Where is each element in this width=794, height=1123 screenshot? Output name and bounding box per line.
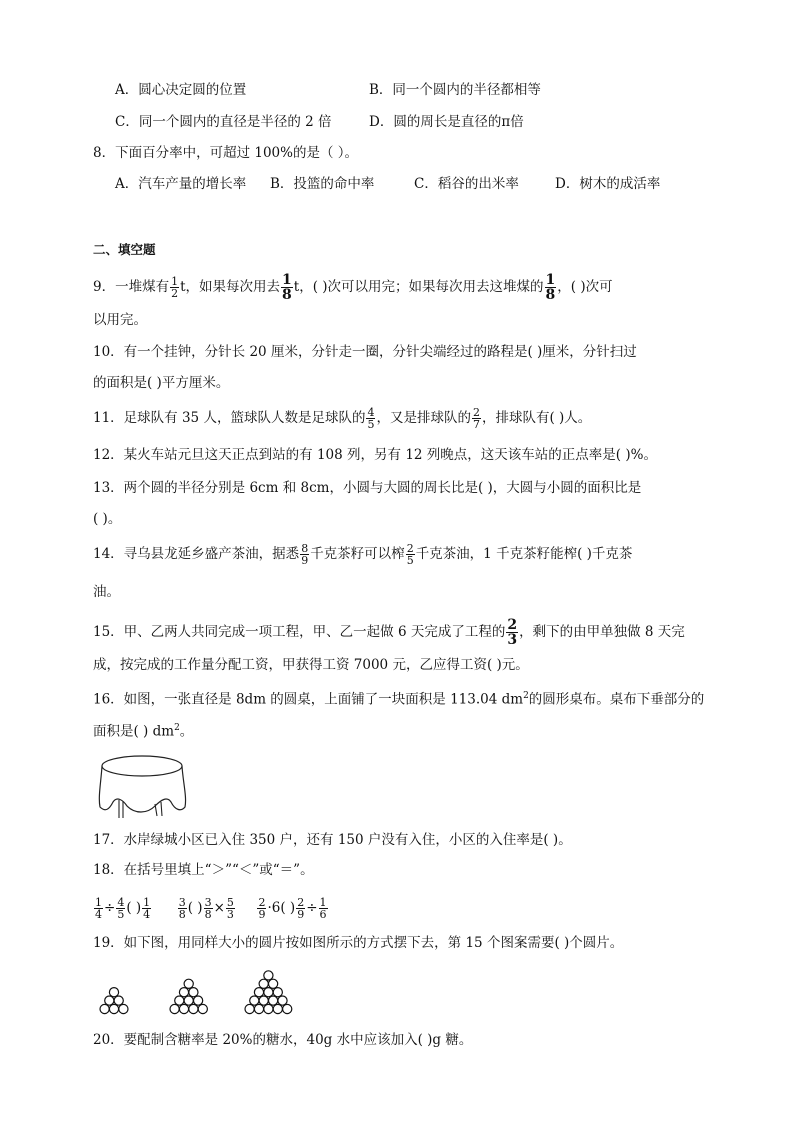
- q16-text-4: 。: [179, 723, 194, 740]
- q16-line2: [93, 718, 193, 742]
- tablecloth-illustration: [95, 752, 190, 822]
- pattern-3-circle: [245, 1004, 254, 1013]
- q18-e3-frac-d: [319, 897, 328, 920]
- q18-e2-c-num: 5: [226, 896, 234, 909]
- q18-e1-frac-a: [94, 897, 103, 920]
- pattern-1-circle: [109, 988, 118, 997]
- q9-f1-num: 1: [171, 275, 179, 288]
- q14-text-3: 千克茶油，1 千克茶籽能榨( )千克茶: [415, 546, 633, 562]
- pattern-1-circle: [114, 996, 123, 1005]
- q12-line: 12．某火车站元旦这天正点到站的有 108 列，另有 12 列晚点，这天该车站的正点率是( )%。: [93, 447, 657, 463]
- circle-pattern-figure: [100, 963, 330, 1023]
- q14-fraction-2: [406, 543, 415, 566]
- q18-e3-d-den: 6: [319, 908, 327, 921]
- q16-line1: [93, 686, 704, 710]
- q18-e1-a-den: 4: [95, 908, 102, 921]
- q18-e3-op: ·: [267, 900, 272, 916]
- q18-e3-d-num: 1: [319, 896, 327, 909]
- q18-e2-op: ×: [213, 900, 225, 916]
- q18-e1-frac-c: [142, 897, 151, 920]
- q11-f1-num: 4: [367, 406, 375, 419]
- q11-f1-den: 5: [367, 418, 375, 431]
- pattern-1-circle: [109, 1004, 118, 1013]
- pattern-2-circle: [170, 1004, 179, 1013]
- q9-text-1: 9．一堆煤有: [93, 279, 170, 295]
- q18-e3-blank: ( ): [280, 900, 296, 916]
- pattern-1-circle: [105, 996, 114, 1005]
- q11-f2-den: 7: [472, 418, 480, 431]
- q15-f1-num: 2: [507, 617, 518, 633]
- pattern-2-circle: [189, 1004, 198, 1013]
- q11-text-2: ，又是排球队的: [376, 410, 471, 426]
- q14-f2-num: 2: [406, 542, 414, 555]
- q16-text-1: 16．如图，一张直径是 8dm 的圆桌，上面铺了一块面积是 113.04 dm: [93, 691, 524, 708]
- q7-option-d: D．圆的周长是直径的π倍: [369, 114, 524, 130]
- q7-option-a: A．圆心决定圆的位置: [115, 82, 247, 98]
- q15-text-2: ，剩下的由甲单独做 8 天完: [519, 624, 685, 640]
- q14-f1-den: 9: [301, 554, 309, 567]
- pattern-3-circle: [273, 1004, 282, 1013]
- pattern-3-circle: [264, 1004, 273, 1013]
- pattern-1-circle: [119, 1004, 128, 1013]
- q9-f2-den: 8: [282, 287, 292, 303]
- pattern-2-circle: [175, 996, 184, 1005]
- q14-fraction-1: [300, 543, 309, 566]
- q9-text-4: ，( )次可: [557, 279, 613, 295]
- q14-f2-den: 5: [406, 554, 414, 567]
- pattern-2-circle: [184, 996, 193, 1005]
- q11-f2-num: 2: [472, 406, 480, 419]
- q16-text-3: 面积是( ) dm: [93, 723, 175, 740]
- pattern-2-circle: [189, 988, 198, 997]
- q9-text-3: t，( )次可以用完；如果每次用去这堆煤的: [293, 279, 544, 295]
- pattern-3-circle: [269, 979, 278, 988]
- q18-e1-b-num: 4: [117, 896, 125, 909]
- q19-line: 19．如下图，用同样大小的圆片按如图所示的方式摆下去，第 15 个图案需要( )个圆片。: [93, 935, 624, 951]
- q9-f2-num: 1: [282, 272, 292, 288]
- q18-e3-c-den: 9: [297, 908, 305, 921]
- pattern-3-circle: [259, 996, 268, 1005]
- q7-option-b: B．同一个圆内的半径都相等: [369, 82, 541, 98]
- q9-f3-den: 8: [545, 287, 556, 303]
- pattern-2-circle: [179, 1004, 188, 1013]
- q11-fraction-1: [366, 407, 375, 430]
- q18-e3-op2: ÷: [306, 900, 318, 916]
- q18-e1-frac-b: [116, 897, 125, 920]
- q18-e2-b-den: 8: [204, 908, 212, 921]
- q9-text-2: t，如果每次用去: [180, 279, 281, 295]
- q18-e1-blank: ( ): [126, 900, 142, 916]
- q14-text-1: 14．寻乌县龙延乡盛产茶油，据悉: [93, 546, 300, 562]
- q9-fraction-2: [281, 273, 293, 302]
- q14-line2: 油。: [93, 584, 120, 600]
- q8-option-a: A．汽车产量的增长率: [115, 176, 247, 192]
- q9-line1: [93, 273, 613, 302]
- pattern-2-circle: [184, 979, 193, 988]
- pattern-3-circle: [259, 979, 268, 988]
- q15-f1-den: 3: [507, 632, 518, 648]
- q14-f1-num: 8: [301, 542, 309, 555]
- q11-text-3: ，排球队有( )人。: [481, 410, 592, 426]
- q15-line2: 成，按完成的工作量分配工资，甲获得工资 7000 元，乙应得工资( )元。: [93, 657, 529, 673]
- q9-line2: 以用完。: [93, 312, 147, 328]
- q18-e2-a-num: 3: [178, 896, 186, 909]
- q14-line1: [93, 543, 632, 566]
- q11-line: [93, 407, 591, 430]
- q18-e3-frac-a: [257, 897, 266, 920]
- pattern-2-circle: [198, 1004, 207, 1013]
- q10-line2: 的面积是( )平方厘米。: [93, 375, 230, 391]
- q18-e3-a-num: 2: [258, 896, 266, 909]
- q18-e2-frac-a: [178, 897, 187, 920]
- pattern-3-circle: [278, 996, 287, 1005]
- section-heading: 二、填空题: [93, 242, 156, 257]
- q16-sup-2: 2: [174, 723, 180, 733]
- q18-e3-frac-c: [296, 897, 305, 920]
- q15-text-1: 15．甲、乙两人共同完成一项工程，甲、乙一起做 6 天完成了工程的: [93, 624, 506, 640]
- q16-text-2: 的圆形桌布。桌布下垂部分的: [528, 691, 705, 708]
- q18-e2-b-num: 3: [204, 896, 212, 909]
- q18-e3-a-den: 9: [258, 908, 266, 921]
- q18-e3-int: 6: [271, 900, 281, 916]
- q13-line2: ( )。: [93, 511, 122, 527]
- pattern-1-circle: [100, 1004, 109, 1013]
- pattern-3-circle: [254, 1004, 263, 1013]
- q18-e1-op: ÷: [104, 900, 116, 916]
- q13-line1: 13．两个圆的半径分别是 6cm 和 8cm，小圆与大圆的周长比是( )，大圆与小圆的面积比是: [93, 480, 642, 496]
- q10-line1: 10．有一个挂钟，分针长 20 厘米，分针走一圈，分针尖端经过的路程是( )厘米，分针扫过: [93, 344, 637, 360]
- q18-expressions: [93, 893, 329, 923]
- q8-stem: 8．下面百分率中，可超过 100%的是（ ）。: [93, 145, 359, 161]
- q18-e2-frac-b: [204, 897, 213, 920]
- q18-e1-b-den: 5: [117, 908, 125, 921]
- q11-fraction-2: [472, 407, 481, 430]
- q18-e2-a-den: 8: [178, 908, 186, 921]
- q20-line: 20．要配制含糖率是 20%的糖水，40g 水中应该加入( )g 糖。: [93, 1032, 473, 1048]
- q16-sup-1: 2: [523, 691, 529, 701]
- q18-e2-blank: ( ): [187, 900, 203, 916]
- pattern-3-circle: [254, 988, 263, 997]
- q15-line1: [93, 618, 685, 647]
- q8-option-b: B．投篮的命中率: [270, 176, 375, 192]
- pattern-2-circle: [194, 996, 203, 1005]
- q15-fraction-1: [506, 618, 518, 647]
- q17-line: 17．水岸绿城小区已入住 350 户，还有 150 户没有入住，小区的入住率是( )。: [93, 832, 572, 848]
- q11-text-1: 11．足球队有 35 人，篮球队人数是足球队的: [93, 410, 366, 426]
- pattern-3-circle: [269, 996, 278, 1005]
- q14-text-2: 千克茶籽可以榨: [310, 546, 405, 562]
- q18-stem: 18．在括号里填上“＞”“＜”或“＝”。: [93, 862, 314, 878]
- pattern-3-circle: [283, 1004, 292, 1013]
- pattern-3-circle: [264, 971, 273, 980]
- pattern-3-circle: [264, 988, 273, 997]
- pattern-2-circle: [179, 988, 188, 997]
- q9-f3-num: 1: [545, 272, 556, 288]
- q18-e3-c-num: 2: [297, 896, 305, 909]
- q18-e2-frac-c: [226, 897, 235, 920]
- pattern-3-circle: [273, 988, 282, 997]
- q9-fraction-1: [170, 276, 179, 299]
- q8-option-c: C．稻谷的出米率: [414, 176, 519, 192]
- q8-option-d: D．树木的成活率: [555, 176, 661, 192]
- q18-e1-c-num: 1: [143, 896, 151, 909]
- q7-option-c: C．同一个圆内的直径是半径的 2 倍: [115, 114, 332, 130]
- pattern-3-circle: [250, 996, 259, 1005]
- q18-e1-a-num: 1: [95, 896, 102, 909]
- q18-e2-c-den: 3: [226, 908, 234, 921]
- q9-f1-den: 2: [171, 287, 179, 300]
- q18-e1-c-den: 4: [143, 908, 151, 921]
- q9-fraction-3: [545, 273, 557, 302]
